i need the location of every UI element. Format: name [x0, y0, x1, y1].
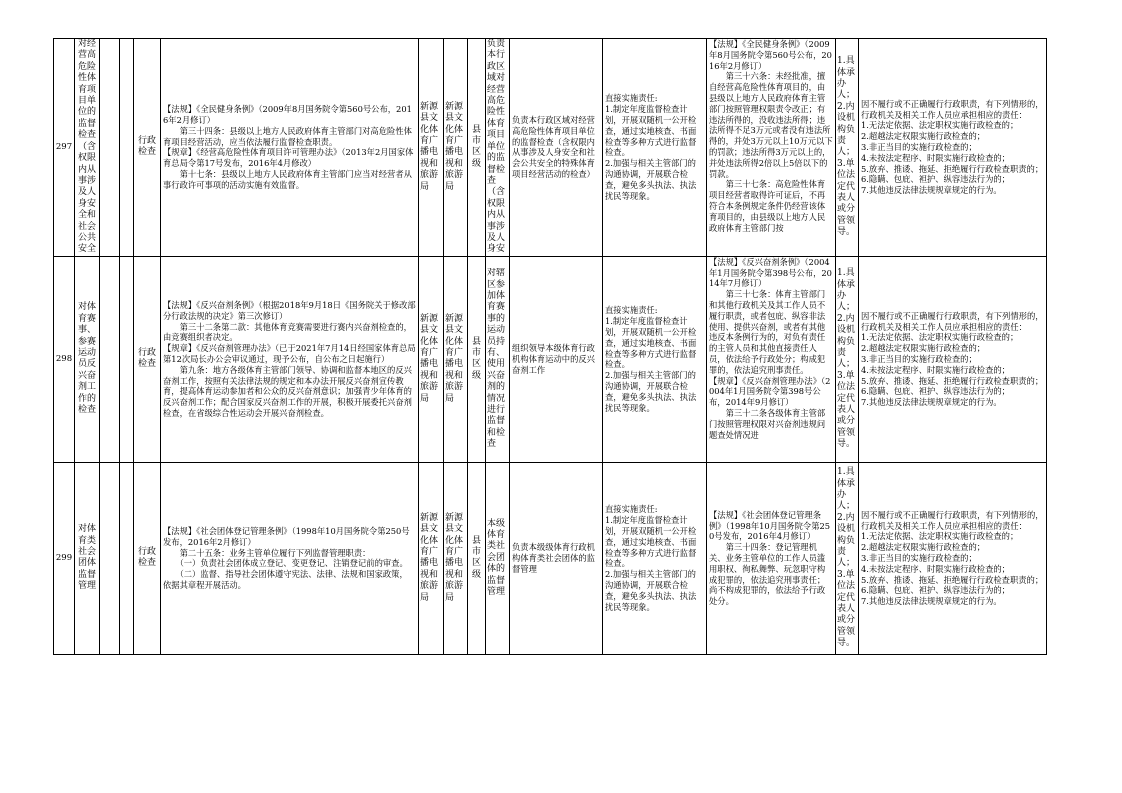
inspection-content: 负责本行政区域对经营高危险性体育项目单位的监督检查（含权限内从事涉及人身安: [487, 39, 506, 255]
accountability-circumstances: 因不履行或不正确履行行政职责，有下列情形的，行政机关及相关工作人员应承担相应的责任： 1.无法定依据、法定职权实施行政检查的； 2.超越法定权限实施行政检查的； 3.非正当目的实施行政检查的； 4.未按法定程序、时限实施行政检查的； 5.放弃、推诿、拖延、拒绝履行行政检查职责的； 6.隐瞒、包庇、袒护、纵容违法行为的； 7.其他违反法律法规规章规定的行为。: [861, 98, 1044, 196]
legal-basis-paragraph: 第三十二条第二款：其他体育竞赛需要进行赛内兴奋剂检查的，由竞赛组织者决定。: [163, 321, 412, 343]
item-type-cell: [134, 462, 161, 654]
implementing-dept: 新源县文化体育广播电视和旅游局: [420, 313, 439, 404]
legal-basis-paragraph: 第三十四条：县级以上地方人民政府体育主管部门对高危险性体育项目经营活动，应当依法履行监督检查职责。: [163, 125, 412, 147]
legal-basis-paragraph: 【法规】《反兴奋剂条例》（根据2018年9月18日《国务院关于修改部分行政法规的决定》第三次修订）: [163, 299, 416, 321]
item-name: 对体育类社会团体监督管理: [77, 524, 96, 592]
accountability-cell: [859, 462, 1047, 654]
item-name-cell: [75, 256, 100, 462]
legal-basis-paragraph: 第十七条：县级以上地方人民政府体育主管部门应当对经营者从事行政许可事项的活动实施有效监督。: [163, 169, 412, 190]
implementing-dept: 新源县文化体育广播电视和旅游局: [420, 101, 439, 192]
implementation-duty: 直接实施责任: 1.制定年度监督检查计划，开展双随机一公开检查，通过实地核查、书面检查等多种方式进行监督检查。 2.加强与相关主管部门的沟通协调，开展联合检查，避免多头执法、执法扰民等现象。: [605, 93, 697, 201]
row-number: 299: [54, 462, 75, 654]
liability-basis-cell: [707, 39, 836, 257]
legal-basis-paragraph: 【规章】《经营高危险性体育项目许可管理办法》（2013年2月国家体育总局令第17号发布，2016年4月修改）: [163, 147, 414, 169]
level: 县市区级: [471, 124, 481, 169]
empty-cell: [100, 256, 120, 462]
item-type: 行政检查: [137, 347, 156, 370]
item-type: 行政检查: [137, 136, 156, 158]
item-type-cell: [134, 256, 161, 462]
liable-subject: 1.具体承办人；2.内设机构负责人；3.单位法定代表人或分管领导。: [837, 268, 856, 450]
item-name-cell: [75, 39, 100, 257]
table-row: [54, 39, 1047, 257]
row-number: 297: [54, 39, 75, 257]
empty-cell: [120, 39, 134, 257]
accountability-circumstances: 因不履行或不正确履行行政职责，有下列情形的，行政机关及相关工作人员应承担相应的责任： 1.无法定依据、法定职权实施行政检查的； 2.超越法定权限实施行政检查的； 3.非正当目的实施行政检查的； 4.未按法定程序、时限实施行政检查的； 5.放弃、推诿、拖延、拒绝履行行政检查职责的； 6.隐瞒、包庇、袒护、纵容违法行为的； 7.其他违反法律法规规章规定的行为。: [861, 310, 1044, 408]
liable-subject: 1.具体承办人；2.内设机构负责人；3.单位法定代表人或分管领导。: [837, 467, 856, 649]
legal-basis: [161, 104, 418, 190]
legal-basis-cell: [161, 39, 419, 257]
duty-cell: [603, 462, 707, 654]
item-name: 对经营高危险性体育项目单位的监督检查（含权限内从事涉及人身安全和社会公共安全: [77, 39, 96, 255]
implementation-duty: 直接实施责任: 1.制定年度监督检查计划，开展双随机一公开检查，通过实地核查、书面检查等多种方式进行监督检查。 2.加强与相关主管部门的沟通协调，开展联合检查，避免多头执法、执法扰民等现象。: [605, 504, 697, 612]
liability-basis: 【法规】《社会团体登记管理条例》（1998年10月国务院令第250号发布，2016年4月修订） 第三十四条：登记管理机关、业务主管单位的工作人员滥用职权、徇私舞弊、玩忽职守构成犯罪的，依法追究刑事责任；尚不构成犯罪的，依法给予行政处分。: [709, 509, 831, 607]
duty-cell: [603, 256, 707, 462]
table-row: [54, 256, 1047, 462]
inspection-detail-cell: [510, 256, 603, 462]
liable-subject: 1.具体承办人；2.内设机构负责人；3.单位法定代表人或分管领导。: [837, 56, 856, 238]
legal-basis-cell: [161, 462, 419, 654]
responsible-dept-cell: [444, 39, 468, 257]
legal-basis: [161, 300, 418, 419]
level-cell: [468, 256, 486, 462]
implementation-duty: 直接实施责任: 1.制定年度监督检查计划，开展双随机一公开检查，通过实地核查、书面检查等多种方式进行监督检查。 2.加强与相关主管部门的沟通协调，开展联合检查，避免多头执法、执法扰民等现象。: [605, 305, 697, 413]
accountability-circumstances: 因不履行或不正确履行行政职责，有下列情形的，行政机关及相关工作人员应承担相应的责任： 1.无法定依据、法定职权实施行政检查的； 2.超越法定权限实施行政检查的； 3.非正当目的实施行政检查的； 4.未按法定程序、时限实施行政检查的； 5.放弃、推诿、拖延、拒绝履行行政检查职责的； 6.隐瞒、包庇、袒护、纵容违法行为的； 7.其他违反法律法规规章规定的行为。: [861, 509, 1044, 607]
level-cell: [468, 462, 486, 654]
item-type: 行政检查: [137, 547, 156, 569]
inspection-detail: 组织领导本级体育行政机构体育运动中的反兴奋剂工作: [512, 343, 595, 375]
inspection-content-cell: [486, 256, 510, 462]
implementing-dept-cell: [419, 462, 444, 654]
level: 县市区级: [471, 535, 481, 580]
empty-cell: [100, 39, 120, 257]
inspection-content-cell: [486, 39, 510, 257]
legal-basis-paragraph: 第九条：地方各级体育主管部门领导、协调和监督本地区的反兴奋剂工作，按照有关法律法规的规定和本办法开展反兴奋剂宣传教育，提高体育运动参加者和公众的反兴奋剂意识；加强青少年体育的反兴奋剂工作；配合国家反兴奋剂工作的开展，积极开展委托兴奋剂检查，在省级综合性运动会开展兴奋剂检查。: [163, 364, 412, 418]
legal-basis-paragraph: 【法规】《社会团体登记管理条例》（1998年10月国务院令第250号发布，2016年2月修订）: [163, 526, 410, 547]
inspection-detail: 负责本级级体育行政机构体育类社会团体的监督管理: [512, 542, 595, 574]
inspection-detail: 负责本行政区域对经营高危险性体育项目单位的监督检查（含权限内从事涉及人身安全和社会公共安全的特殊体育项目经营活动的检查）: [512, 115, 595, 179]
inspection-content: 对辖区参加体育赛事的运动员持有、使用兴奋剂的情况进行监督和检查: [487, 268, 506, 450]
legal-basis: [161, 526, 418, 591]
duty-cell: [603, 39, 707, 257]
responsible-dept: 新源县文化体育广播电视和旅游局: [445, 101, 464, 192]
inspection-content-cell: [486, 462, 510, 654]
responsible-dept: 新源县文化体育广播电视和旅游局: [445, 512, 464, 603]
inspection-content: 本级体育类社会团体的监督管理: [487, 518, 506, 597]
item-name: 对体育赛事、参赛运动员反兴奋剂工作的检查: [77, 302, 96, 415]
responsible-dept-cell: [444, 256, 468, 462]
empty-cell: [100, 462, 120, 654]
liable-subject-cell: [836, 462, 859, 654]
legal-basis-paragraph: （一）负责社会团体成立登记、变更登记、注销登记前的审查。: [163, 558, 408, 569]
legal-basis-paragraph: 【法规】《全民健身条例》（2009年8月国务院令第560号公布，2016年2月修订）: [163, 104, 412, 126]
liable-subject-cell: [836, 256, 859, 462]
implementing-dept-cell: [419, 39, 444, 257]
item-name-cell: [75, 462, 100, 654]
responsible-dept: 新源县文化体育广播电视和旅游局: [445, 313, 464, 404]
legal-basis-paragraph: 【规章】《反兴奋剂管理办法》（已于2021年7月14日经国家体育总局第12次局长办公会审议通过，现予公布，自公布之日起施行）: [163, 343, 416, 364]
liability-basis: 【法规】《全民健身条例》（2009年8月国务院令第560号公布，2016年2月修订） 第三十六条：未经批准，擅自经营高危险性体育项目的，由县级以上地方人民政府体育主管部门按照管理权限责令改正；有违法所得的，没收违法所得；违法所得不足3万元或者没有违法所得的，并处3万元以上10万元以下的罚款；违法所得3万元以上的，并处违法所得2倍以上5倍以下的罚款。 第三十七条：高危险性体育项目经营者取得许可证后，不再符合本条例规定条件仍经营该体育项目的，由县级以上地方人民政府体育主管部门按: [709, 39, 833, 233]
inspection-detail-cell: [510, 462, 603, 654]
implementing-dept-cell: [419, 256, 444, 462]
empty-cell: [120, 462, 134, 654]
responsibility-table: [53, 38, 1047, 655]
legal-basis-paragraph: 第二十五条：业务主管单位履行下列监督管理职责：: [163, 547, 371, 558]
level-cell: [468, 39, 486, 257]
liable-subject-cell: [836, 39, 859, 257]
liability-basis: 【法规】《反兴奋剂条例》（2004年1月国务院令第398号公布，2014年7月修订） 第三十七条：体育主管部门和其他行政机关及其工作人员不履行职责，或者包庇、纵容非法使用、提供兴奋剂，或者有其他违反本条例行为的，对负有责任的主管人员和其他直接责任人员，依法给予行政处分；构成犯罪的，依法追究刑事责任。 【规章】《反兴奋剂管理办法》（2004年1月国务院令第398号公布，2014年9月修订） 第三十二条各级体育主管部门按照管理权限对兴奋剂违规问题查处情况进: [709, 256, 832, 440]
liability-basis-cell: [707, 256, 836, 462]
accountability-cell: [859, 39, 1047, 257]
item-type-cell: [134, 39, 161, 257]
liability-basis-cell: [707, 462, 836, 654]
inspection-detail-cell: [510, 39, 603, 257]
level: 县市区级: [471, 336, 481, 381]
table-row: [54, 462, 1047, 654]
row-number: 298: [54, 256, 75, 462]
legal-basis-cell: [161, 256, 419, 462]
accountability-cell: [859, 256, 1047, 462]
responsible-dept-cell: [444, 462, 468, 654]
empty-cell: [120, 256, 134, 462]
implementing-dept: 新源县文化体育广播电视和旅游局: [420, 512, 439, 603]
legal-basis-paragraph: （二）监督、指导社会团体遵守宪法、法律、法规和国家政策，依据其章程开展活动。: [163, 569, 408, 591]
